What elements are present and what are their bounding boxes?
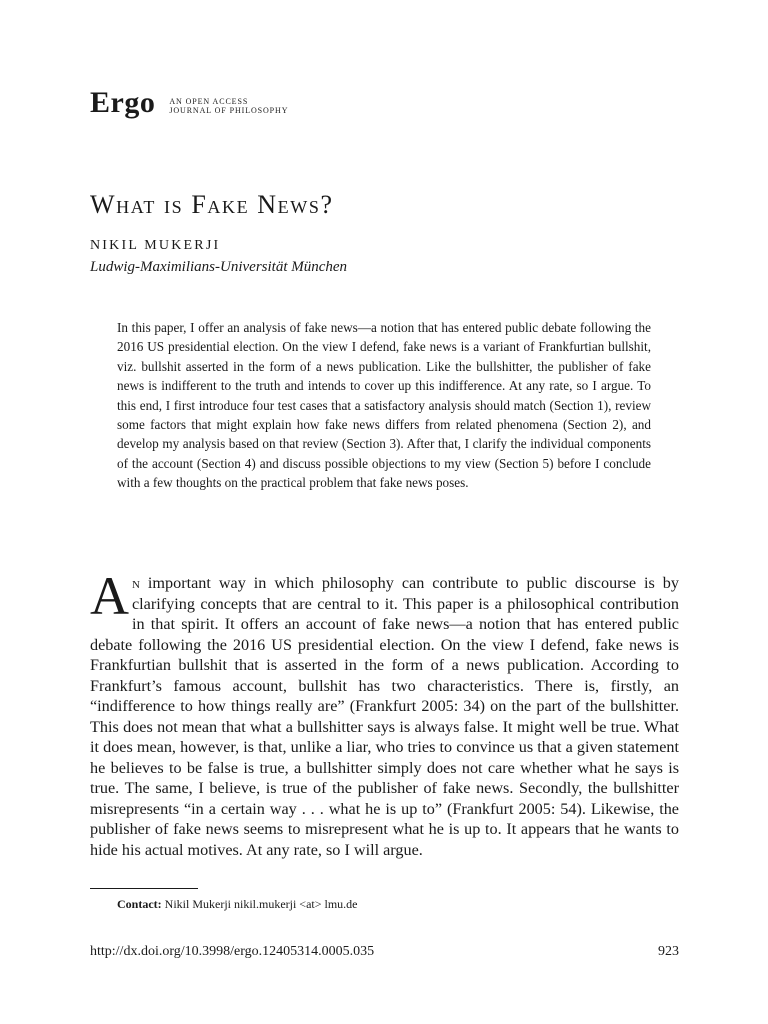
page-number: 923 [658,944,679,959]
journal-masthead [90,88,288,118]
footnote-label: Contact: [117,897,162,911]
body-text: important way in which philosophy can contribute to public discourse is by clarifying concepts that are central to it. This paper is a philosophical contribution in that spirit. It offers an account of fake news—a notion that has entered public debate following the 2016 US presidential election. On the view I defend, fake news is Frankfurtian bullshit that is asserted in the form of a news publication. According to Frankfurt’s famous account, bullshit has two characteristics. There is, firstly, an “indifference to how things really are” (Frankfurt 2005: 34) on the part of the bullshitter. This does not mean that what a bullshitter says is always false. It might well be true. What it does mean, however, is that, unlike a liar, who tries to convince us that a given statement he believes to be false is true, a bullshitter simply does not care whether what he says is true. The same, I believe, is true of the publisher of fake news. Secondly, the bullshitter misrepresents “in a certain way . . . what he is up to” (Frankfurt 2005: 54). Likewise, the publisher of fake news seems to misrepresent what he is up to. It appears that he wants to hide his actual motives. At any rate, so I will argue. [90,574,679,859]
author-name: NIKIL MUKERJI [90,238,221,253]
body-paragraph [90,566,679,860]
drop-cap: A [90,566,129,626]
tagline-line-2: JOURNAL OF PHILOSOPHY [169,106,289,115]
page-footer [90,944,679,960]
article-title: What is Fake News? [90,190,334,219]
tagline-line-1: AN OPEN ACCESS [169,97,249,106]
journal-logo: Ergo [90,86,156,119]
footnote-rule [90,888,198,889]
author-affiliation: Ludwig-Maximilians-Universität München [90,259,348,275]
doi-link[interactable]: http://dx.doi.org/10.3998/ergo.12405314.0005.035 [90,944,375,959]
first-word-rest: n [132,574,140,592]
footnote [117,897,358,912]
footnote-text: Nikil Mukerji nikil.mukerji <at> lmu.de [161,897,358,911]
abstract: In this paper, I offer an analysis of fake news—a notion that has entered public debate following the 2016 US presidential election. On the view I defend, fake news is a variant of Frankfurtian bullshit, viz. bullshit asserted in the form of a news publication. Like the bullshitter, the publisher of fake news is indifferent to the truth and intends to cover up this indifference. At any rate, so I argue. To this end, I first introduce four test cases that a satisfactory analysis should match (Section 1), review some factors that might explain how fake news differs from related phenomena (Section 2), and develop my analysis based on that review (Section 3). After that, I clarify the individual components of the account (Section 4) and discuss possible objections to my view (Section 5) before I conclude with a few thoughts on the practical problem that fake news poses. [117,320,651,491]
journal-tagline [169,97,288,115]
